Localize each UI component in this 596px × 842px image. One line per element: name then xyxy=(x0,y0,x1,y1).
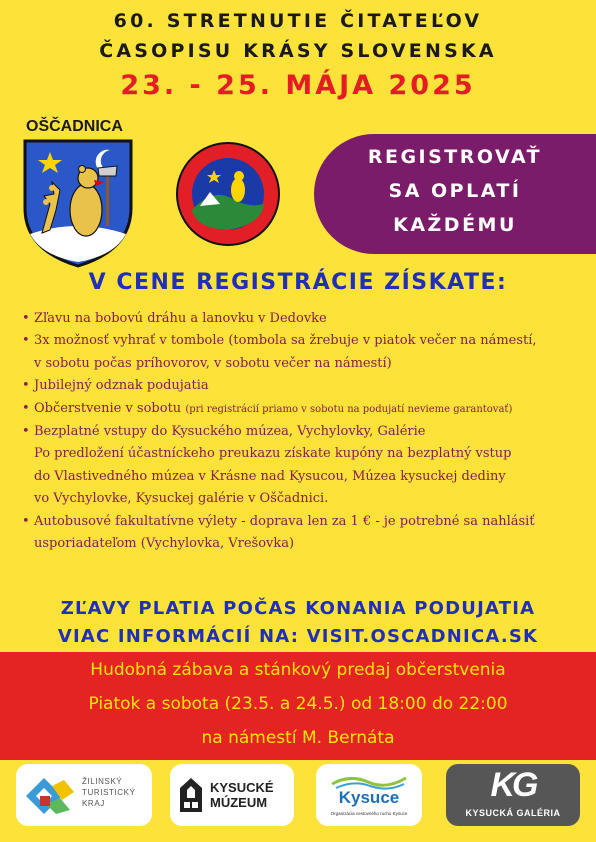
promo-line: KAŽDÉMU xyxy=(393,214,517,236)
sponsor-text: TURISTICKÝ xyxy=(82,788,136,797)
benefits-title: V CENE REGISTRÁCIE ZÍSKATE: xyxy=(88,270,508,295)
program-line: na námestí M. Bernáta xyxy=(201,728,395,748)
town-crest-icon xyxy=(22,138,134,268)
kysuce-brand: Kysuce xyxy=(338,788,400,807)
sponsor-kysuce xyxy=(316,764,422,826)
promo-line: SA OPLATÍ xyxy=(388,180,522,202)
benefit-item-continued: v sobotu počas príhovorov, v sobotu večer na námestí) xyxy=(34,355,392,371)
sponsor-zilina-tourism xyxy=(16,764,152,826)
header-line-2: ČASOPISU KRÁSY SLOVENSKA xyxy=(99,40,497,62)
sponsor-text: KYSUCKÉ xyxy=(210,780,274,795)
benefits-list xyxy=(22,308,592,555)
registration-promo-banner xyxy=(314,134,596,254)
benefit-item: • 3x možnosť vyhrať v tombole (tombola sa žrebuje v piatok večer na námestí, xyxy=(22,330,592,352)
gallery-mark: KG xyxy=(490,766,536,804)
benefit-item-continued: Po predložení účastníckeho preukazu získate kupóny na bezplatný vstup xyxy=(34,446,512,462)
sponsor-text: ŽILINSKÝ xyxy=(82,777,123,786)
event-program-band xyxy=(0,652,596,760)
header-line-1: 60. STRETNUTIE ČITATEĽOV xyxy=(113,10,483,32)
promo-line: REGISTROVAŤ xyxy=(367,146,543,168)
museum-logo-icon xyxy=(178,776,204,814)
program-line: Piatok a sobota (23.5. a 24.5.) od 18:00 do 22:00 xyxy=(88,694,508,714)
info-website-link[interactable]: VIAC INFORMÁCIÍ NA: VISIT.OSCADNICA.SK xyxy=(57,626,539,647)
sponsor-kysucke-muzeum xyxy=(170,764,294,826)
kysuce-tagline: Organizácia cestovného ruchu Kysuce xyxy=(330,811,408,816)
gallery-name: KYSUCKÁ GALÉRIA xyxy=(465,808,561,818)
crest-label: OŠČADNICA xyxy=(26,118,123,135)
benefit-item: • Autobusové fakultatívne výlety - doprava len za 1 € - je potrebné sa nahlásiť xyxy=(22,511,592,533)
zilina-tourism-logo-icon xyxy=(22,774,78,816)
benefit-item-continued: usporiadateľom (Vychylovka, Vrešovka) xyxy=(34,536,295,552)
benefit-item: • Občerstvenie v sobotu (pri registrácií priamo v sobotu na podujatí nevieme garantovať) xyxy=(22,398,592,421)
sponsor-text: MÚZEUM xyxy=(210,795,268,810)
benefit-item: • Jubilejný odznak podujatia xyxy=(22,375,592,397)
benefit-item-continued: vo Vychylovke, Kysuckej galérie v Oščadnici. xyxy=(34,491,329,507)
benefit-item: • Bezplatné vstupy do Kysuckého múzea, Vychylovky, Galérie xyxy=(22,421,592,443)
event-dates: 23. - 25. MÁJA 2025 xyxy=(120,70,476,101)
discount-notice: ZĽAVY PLATIA POČAS KONANIA PODUJATIA xyxy=(60,598,536,619)
benefit-note: (pri registrácií priamo v sobotu na podujatí nevieme garantovať) xyxy=(185,403,513,415)
benefit-item-continued: do Vlastivedného múzea v Krásne nad Kysucou, Múzea kysuckej dediny xyxy=(34,468,506,484)
hiking-club-logo-icon xyxy=(174,140,282,248)
sponsor-text: KRAJ xyxy=(82,799,105,808)
program-line: Hudobná zábava a stánkový predaj občerstvenia xyxy=(90,660,506,680)
sponsor-kysucka-galeria xyxy=(446,764,580,826)
benefit-item: • Zľavu na bobovú dráhu a lanovku v Dedovke xyxy=(22,308,592,330)
